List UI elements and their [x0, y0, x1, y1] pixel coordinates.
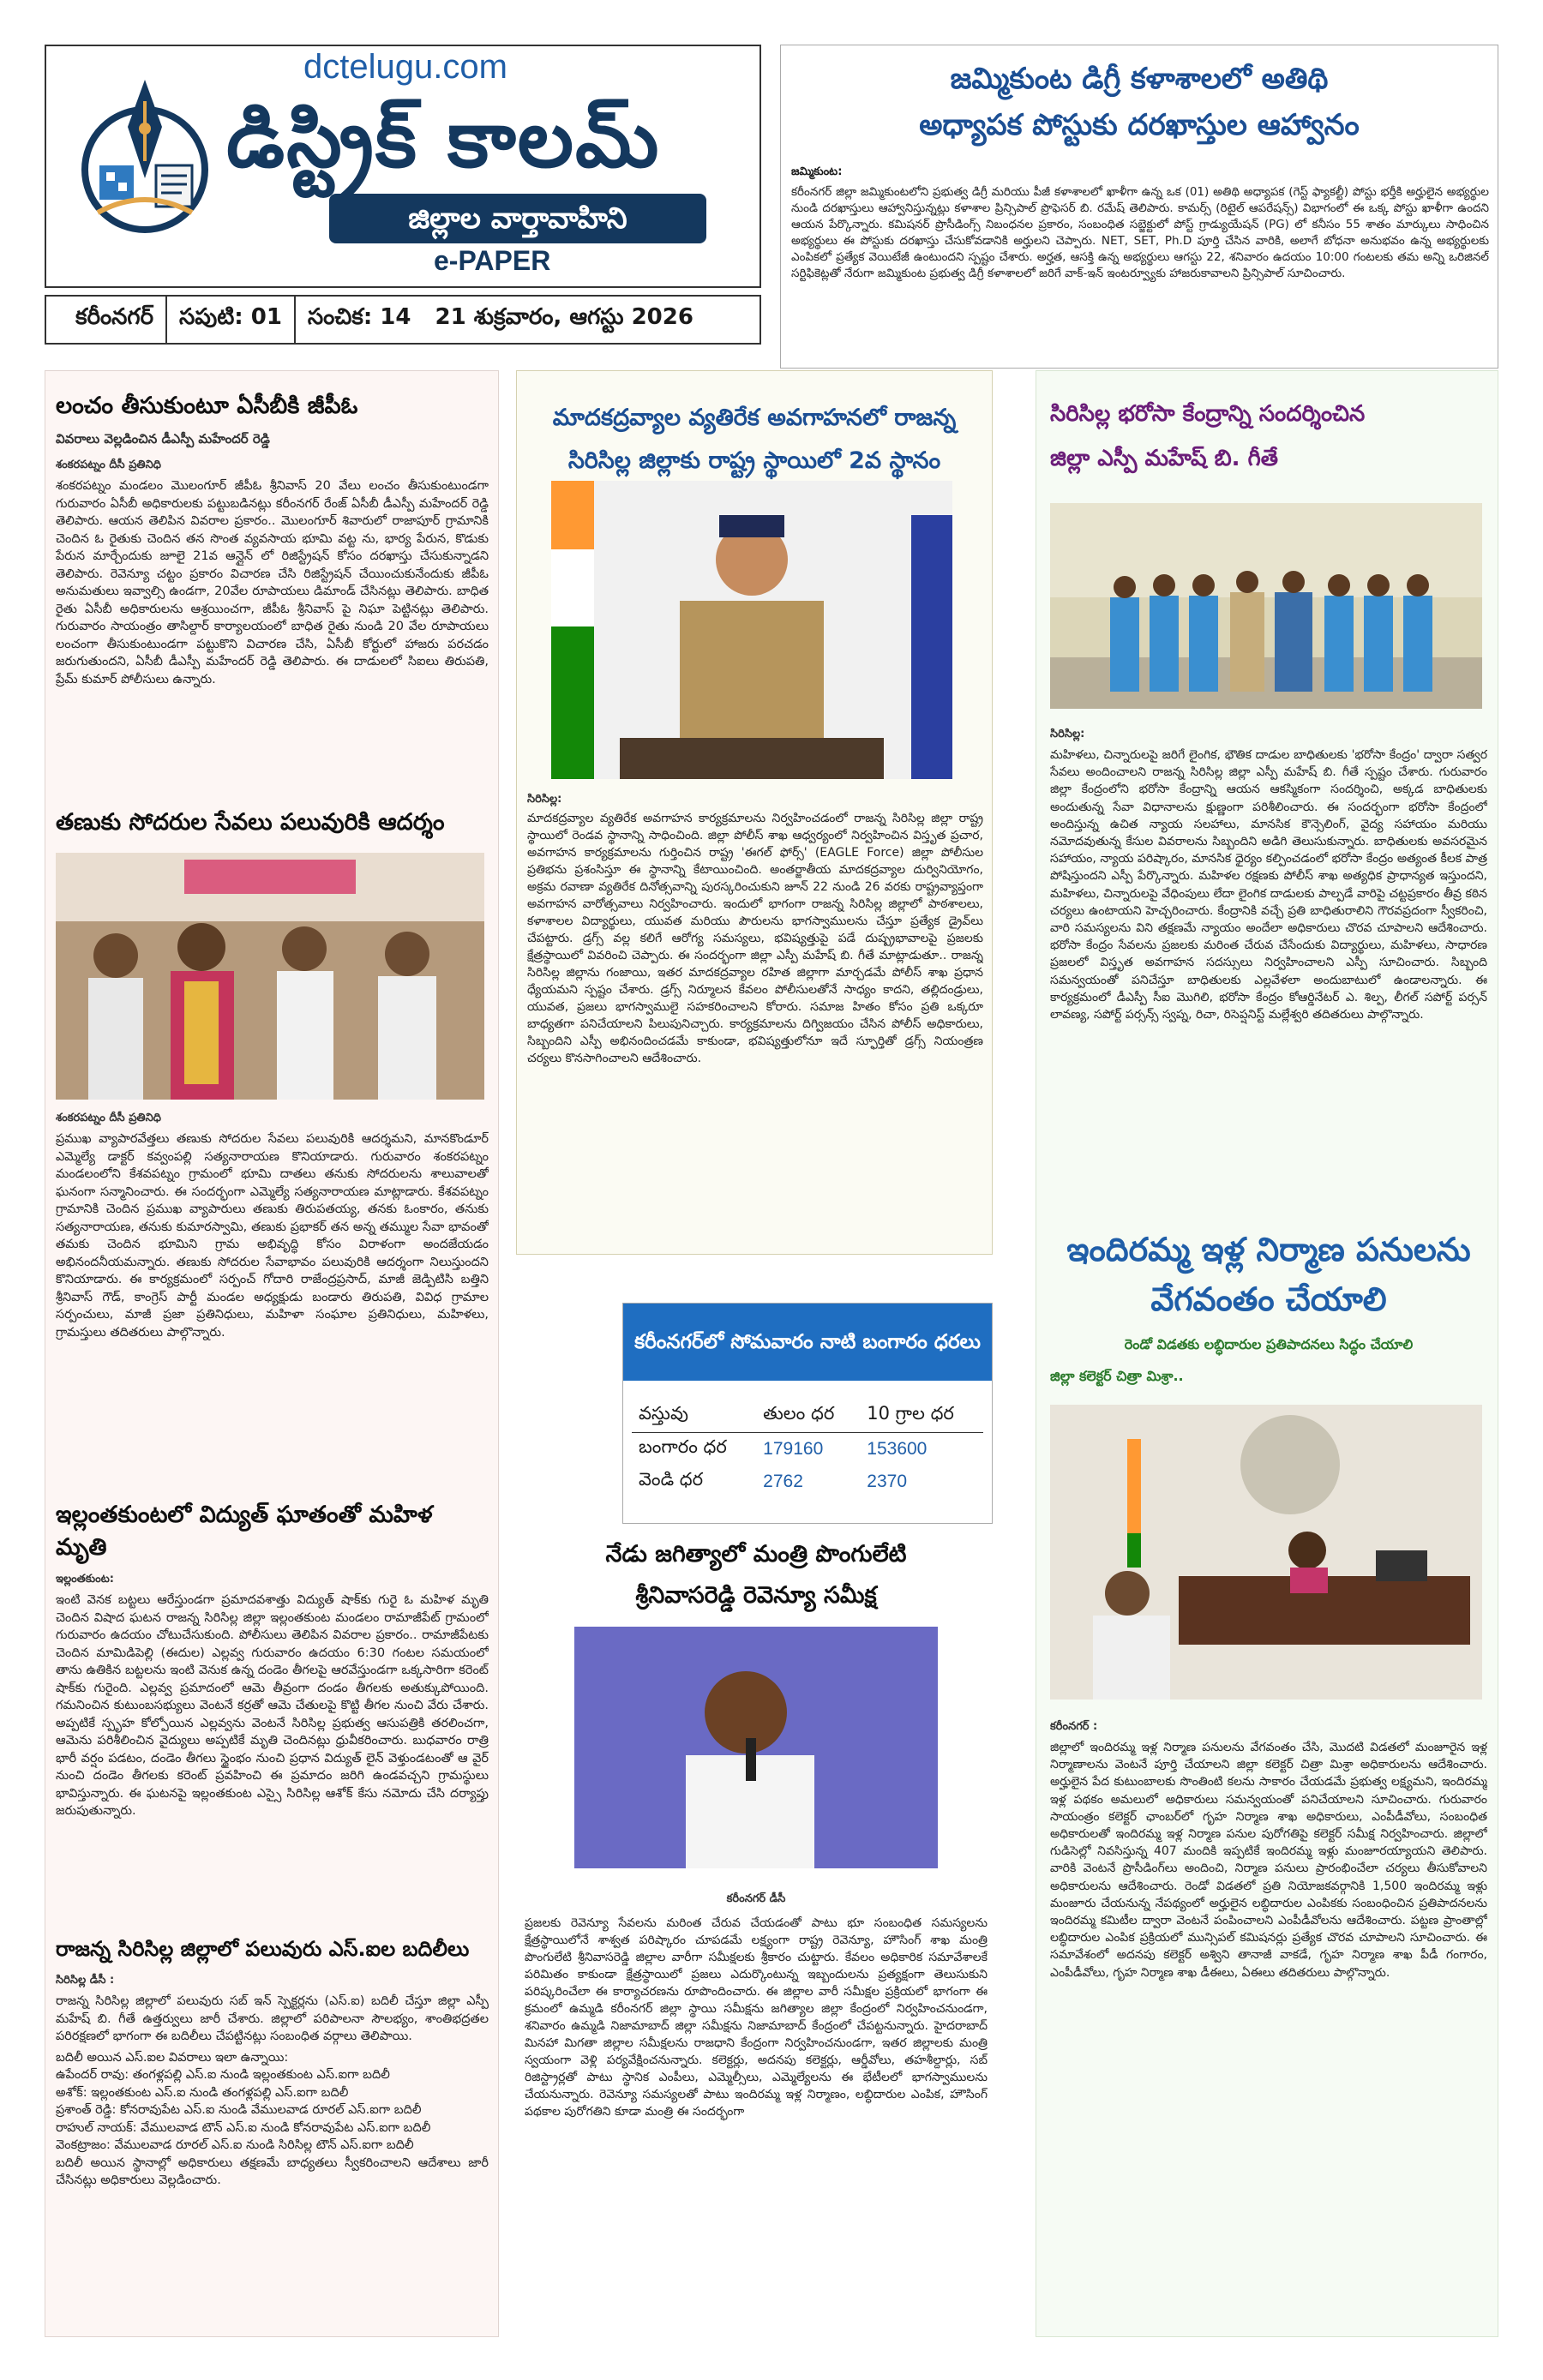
- minister-review-headline[interactable]: [525, 1534, 988, 1616]
- bharosa-dateline: సిరిసిల్ల:: [1050, 728, 1085, 740]
- right-column: [1036, 370, 1498, 2337]
- si-transfer-item: ఉపేందర్ రావు: తంగళ్లపల్లి ఎస్.ఐ నుండి ఇల్లంతకుంట ఎస్.ఐగా బదిలీ: [56, 2068, 390, 2082]
- minister-headline-line-2: శ్రీనివాసరెడ్డి రెవెన్యూ సమీక్ష: [635, 1582, 877, 1609]
- si-transfers-article: [56, 1933, 489, 2190]
- collector-review-photo: [1050, 1405, 1482, 1700]
- bharosa-headline-line-2: జిల్లా ఎస్పీ మహేష్ బి. గీతే: [1050, 446, 1278, 471]
- row-value: 179160: [763, 1439, 824, 1459]
- header-tola: తులం ధర: [756, 1400, 860, 1433]
- notice-dateline: జమ్మికుంట:: [791, 165, 843, 178]
- minister-body: ప్రజలకు రెవెన్యూ సేవలను మరింత చేరువ చేయడంతో పాటు భూ సంబంధిత సమస్యలను క్షేత్రస్థాయిలోనే శాశ్వత పరిష్కారం చూపడమే లక్ష్యంగా రాష్ట్ర రెవెన్యూ, హౌసింగ్ శాఖ మంత్రి పొంగులేటి శ్రీనివాసరెడ్డి జిల్లాల వారీగా సమీక్షలకు శ్రీకారం చుట్టారు. కేవలం అధికారిక సమావేశాలకే పరిమితం కాకుండా క్షేత్రస్థాయిలో ప్రజలు ఎదుర్కొంటున్న ఇబ్బందులను ప్రత్యక్షంగా తెలుసుకుని పరిష్కరించేలా ఈ కార్యాచరణను రూపొందించారు. ఈ జిల్లాల వారీ సమీక్షల ప్రక్రియలో భాగంగా ఈ క్రమంలో ఉమ్మడి కరీంనగర్ జిల్లా స్థాయి సమీక్షను జగిత్యాల జిల్లా కేంద్రంలో నిర్వహించనుండగా, శనివారం ఉమ్మడి నిజామాబాద్ జిల్లా సమీక్షను నిజామాబాద్ కేంద్రంలో చేపట్టనున్నారు. హైదరాబాద్ మినహా మిగతా జిల్లాల సమీక్షలను రాజధాని కేంద్రంగా నిర్వహించనుండగా, ఇతర జిల్లాలకు మంత్రి స్వయంగా వెళ్లి పర్యవేక్షించనున్నారు. కలెక్టర్లు, అదనపు కలెక్టర్లు, ఆర్డీవోలు, తహశీల్దార్లు, సబ్ రిజిస్ట్రార్లతో పాటు స్థానిక ఎంపీలు, ఎమ్మెల్సీలు, ఎమ్మెల్యేలను ఈ భేటీలలో భాగస్వాములను చేయనున్నారు. రెవెన్యూ సమస్యలతో పాటు ఇందిరమ్మ ఇళ్ల నిర్మాణం, లబ్ధిదారుల ఎంపిక, హౌసింగ్ పథకాల పురోగతిని కూడా మంత్రి ఈ సందర్భంగా: [525, 1916, 988, 2119]
- drug-awareness-body: మాదకద్రవ్యాల వ్యతిరేక అవగాహన కార్యక్రమాలను నిర్వహించడంలో రాజన్న సిరిసిల్ల జిల్లా రాష్ట్ర స్థాయిలో రెండవ స్థానాన్ని సాధించింది. జిల్లా పోలీస్ శాఖ ఆధ్వర్యంలో నిర్వహించిన విస్తృత ప్రచార, అవగాహన కార్యక్రమాలను గుర్తించిన రాష్ట్ర 'ఈగల్ ఫోర్స్' (EAGLE Force) జిల్లా పోలీసుల ప్రతిభను ప్రశంసిస్తూ ఈ స్థానాన్ని కేటాయించింది. అంతర్జాతీయ మాదకద్రవ్యాల దుర్వినియోగం, అక్రమ రవాణా వ్యతిరేక దినోత్సవాన్ని పురస్కరించుకుని జూన్ 22 నుండి 26 వరకు రాష్ట్రవ్యాప్తంగా అవగాహన వారోత్సవాలు నిర్వహించారు. ఇందులో భాగంగా రాజన్న సిరిసిల్ల జిల్లాలో పాఠశాలలు, కళాశాలల విద్యార్థులు, యువత మరియు పౌరులను భాగస్వాములను చేస్తూ ప్రత్యేక డ్రైవ్‌లు చేపట్టారు. డ్రగ్స్ వల్ల కలిగే ఆరోగ్య సమస్యలు, భవిష్యత్తుపై పడే దుష్ప్రభావాలపై ప్రజలకు క్షేత్రస్థాయిలో వివరించి చెప్పారు. ఈ సందర్భంగా జిల్లా ఎస్పీ మహేష్ బి. గీతే మాట్లాడుతూ.. రాజన్న సిరిసిల్ల జిల్లాను గంజాయి, ఇతర మాదకద్రవ్యాల రహిత జిల్లాగా మార్చడమే పోలీస్ శాఖ ప్రధాన ధ్యేయమని స్పష్టం చేశారు. డ్రగ్స్ నిర్మూలన కేవలం పోలీసులతోనే సాధ్యం కాదని, తల్లిదండ్రులు, యువత, ప్రజలు భాగస్వాములై సహకరించాలని కోరారు. సమాజ హితం కోసం ప్రతి ఒక్కరూ బాధ్యతగా పనిచేయాలని పిలుపునిచ్చారు. కార్యక్రమాలను దిగ్విజయం చేసిన పోలీస్ అధికారులు, సిబ్బందిని ఎస్పీ అభినందించడమే కాకుండా, భవిష్యత్తులోనూ ఇదే స్ఫూర్తితో డ్రగ్స్ నియంత్రణ చర్యలు కొనసాగించాలని ఆదేశించారు.: [527, 812, 983, 1065]
- volume-number: సపుటి: 01: [179, 304, 282, 330]
- issue-date: 21 శుక్రవారం, ఆగస్టు 2026: [435, 304, 693, 330]
- issue-info-bar: [45, 295, 761, 345]
- guest-faculty-notice: [780, 45, 1498, 369]
- left-column: [45, 370, 499, 2337]
- indiramma-article: [1050, 1225, 1487, 2142]
- bharosa-headline[interactable]: [1050, 392, 1487, 481]
- electrocution-body: ఇంటి వెనక బట్టలు ఆరేస్తుండగా ప్రమాదవశాత్తు విద్యుత్ షాక్‌కు గురై ఓ మహిళ మృతి చెందిన విషాద ఘటన రాజన్న సిరిసిల్ల జిల్లా ఇల్లంతకుంట మండలం రామాజీపేట్ గ్రామంలో గురువారం ఉదయం చోటుచేసుకుంది. పోలీసులు తెలిపిన వివరాల ప్రకారం.. రామాజీపేటకు చెందిన మామిడిపెల్లి (ఈదుల) ఎల్లవ్వ గురువారం ఉదయం 6:30 గంటల సమయంలో తాను ఉతికిన బట్టలను ఇంటి వెనుక ఉన్న దండెం తీగలపై ఆరవేస్తుండగా ఒక్కసారిగా కరెంట్ షాక్‌కు గురైంది. ఎల్లవ్వ ప్రమాదంలో ఆమె తీవ్రంగా దండం తీగలకు అతుక్కుపోయింది. గమనించిన కుటుంబసభ్యులు వెంటనే కర్రతో ఆమె చేతులపై కొట్టి తీగల నుంచి వేరు చేశారు. అప్పటికే స్పృహ కోల్పోయిన ఎల్లవ్వను వెంటనే సిరిసిల్ల ప్రభుత్వ ఆసుపత్రికి తరలించగా, ఆమెను పరిశీలించిన వైద్యులు అప్పటికే మృతి చెందినట్లు ధ్రువీకరించారు. బుధవారం రాత్రి భారీ వర్షం పడటం, దండెం తీగలు స్థైంభం నుంచి ప్రధాన విద్యుత్ లైన్ వెళ్తుండటంతో ఆ వైర్ నుంచి దండెం తీగలకు కరెంట్ ప్రవహించి ఈ ప్రమాదం జరిగి ఉండవచ్చని గ్రామస్థులు భావిస్తున్నారు. ఈ ఘటనపై ఇల్లంతకుంట ఎస్సై సిరిసిల్ల ఆశోక్ కేసు నమోదు చేసి దర్యాప్తు జరుపుతున్నారు.: [56, 1593, 489, 1818]
- drug-awareness-article: [516, 370, 993, 1255]
- si-transfer-item: అశోక్: ఇల్లంతకుంట ఎస్.ఐ నుండి తంగళ్లపల్లి ఎస్.ఐగా బదిలీ: [56, 2085, 349, 2100]
- bharosa-headline-line-1: సిరిసిల్ల భరోసా కేంద్రాన్ని సందర్శించిన: [1050, 401, 1366, 427]
- site-url[interactable]: dctelugu.com: [303, 48, 507, 86]
- epaper-label: e-PAPER: [434, 245, 551, 276]
- notice-body: కరీంనగర్ జిల్లా జమ్మికుంటలోని ప్రభుత్వ డిగ్రీ మరియు పీజీ కళాశాలలో ఖాళీగా ఉన్న ఒక (01) అతిథి అధ్యాపక (గెస్ట్ ఫ్యాకల్టీ) పోస్టు భర్తీకి అర్హులైన అభ్యర్థుల నుండి దరఖాస్తులు ఆహ్వానిస్తున్నట్లు కళాశాల ప్రిన్సిపాల్ ప్రొఫెసర్ బి. రమేష్ తెలిపారు. కామర్స్ (రిటైల్ ఆపరేషన్స్) విభాగంలో ఈ ఒక్క పోస్టు ఖాళీగా ఉందని ఆయన పేర్కొన్నారు. కమిషనర్ ప్రొసీడింగ్స్ నిబంధనల ప్రకారం, సంబంధిత సబ్జెక్టులో పోస్ట్ గ్రాడ్యుయేషన్ (PG) లో కనీసం 55 శాతం మార్కులు సాధించిన అభ్యర్థులు ఈ పోస్టుకు దరఖాస్తు చేసుకోవడానికి అర్హులని చెప్పారు. NET, SET, Ph.D పూర్తి చేసిన వారికి, అలాగే బోధనా అనుభవం ఉన్న అభ్యర్థులకు ఎంపికలో ప్రత్యేక వెయిటేజీ ఉంటుందని స్పష్టం చేశారు. అర్హత, ఆసక్తి ఉన్న అభ్యర్థులు ఆగస్టు 22, శనివారం ఉదయం 10:00 గంటలకు తమ అన్ని ఒరిజినల్ సర్టిఫికెట్లతో నేరుగా జమ్మికుంట ప్రభుత్వ డిగ్రీ కళాశాలలో జరిగే వాక్-ఇన్ ఇంటర్వ్యూకు హాజరుకావాలని ప్రిన్సిపాల్ సూచించారు.: [791, 185, 1489, 280]
- acb-headline[interactable]: లంచం తీసుకుంటూ ఏసీబీకి జీపీఓ: [56, 393, 358, 419]
- indiramma-dateline: కరీంనగర్ :: [1050, 1720, 1098, 1733]
- header-item: వస్తువు: [632, 1400, 756, 1433]
- masthead: [45, 45, 761, 288]
- tanuku-body: ప్రముఖ వ్యాపారవేత్తలు తణుకు సోదరుల సేవలు పలువురికి ఆదర్శమని, మానకొండూర్ ఎమ్మెల్యే డాక్టర్ కవ్వంపల్లి సత్యనారాయణ కొనియాడారు. గురువారం శంకరపట్నం మండలంలోని కేశవపట్నం గ్రామంలో భూమి దాతలు తనుకు సోదరులను శాలువాలతో ఘనంగా సన్మానించారు. ఈ సందర్భంగా ఎమ్మెల్యే సత్యనారాయణ మాట్లాడారు. కేశవపట్నం గ్రామానికి చెందిన ప్రముఖ వ్యాపారులు తణుకు తిరుపతయ్య, తనకు ఓంకారం, తనుకు సత్యనారాయణ, తనుకు కుమారస్వామి, తణుకు ప్రభాకర్ తన అన్న తమ్ముల సేవా భావంతో తమకు చెందిన భూమిని గ్రామ అభివృద్ధి కోసం విరాళంగా అందజేయడం అభినందనీయమన్నారు. తణుకు సోదరుల సేవాభావం పలువురికి ఆదర్శంగా నిలుస్తుందని కొనియాడారు. ఈ కార్యక్రమంలో సర్పంచ్ గోదారి రాజేంద్రప్రసాద్, మాజీ జెడ్పిటిసి బత్తిని శ్రీనివాస్ గౌడ్, కాంగ్రెస్ పార్టీ మండల అధ్యక్షుడు బండారు తిరుపతి, వివిధ గ్రామాల సర్పంచులు, మాజీ ప్రజా ప్రతినిధులు, మహిళా సంఘాల ప్రతినిధులు, మహిళలు, గ్రామస్తులు తదితరులు పాల్గొన్నారు.: [56, 1132, 489, 1340]
- gold-price-box: [622, 1303, 993, 1524]
- electrocution-article: [56, 1499, 489, 1963]
- bharosa-article: [1050, 392, 1487, 1163]
- notice-title-line-2: అధ్యాపక పోస్టుకు దరఖాస్తుల ఆహ్వానం: [919, 108, 1360, 142]
- pen-nib-logo-icon: [81, 75, 209, 238]
- bharosa-body: మహిళలు, చిన్నారులపై జరిగే లైంగిక, భౌతిక దాడుల బాధితులకు 'భరోసా కేంద్రం' ద్వారా సత్వర సేవలు అందించాలని రాజన్న సిరిసిల్ల జిల్లా ఎస్పీ మహేష్ బి. గీతే స్పష్టం చేశారు. గురువారం జిల్లా కేంద్రంలోని భరోసా కేంద్రాన్ని ఆయన ఆకస్మికంగా సందర్శించి, అక్కడ బాధితులకు అందుతున్న సేవా విధానాలను క్షుణ్ణంగా పరిశీలించారు. ఈ సందర్భంగా భరోసా కేంద్రంలో అందిస్తున్న ఉచిత న్యాయ సలహాలు, మానసిక కౌన్సెలింగ్, వైద్య సహాయం మరియు నమోదవుతున్న కేసుల వివరాలను సిబ్బందిని అడిగి తెలుసుకున్నారు. బాధితులకు అవసరమైన సహాయం, న్యాయ పరిష్కారం, మానసిక ధైర్యం కల్పించడంలో భరోసా కేంద్రం అత్యంత కీలక పాత్ర పోషిస్తుందని ఎస్పీ పేర్కొన్నారు. మహిళల రక్షణకు పోలీస్ శాఖ అత్యధిక ప్రాధాన్యత ఇస్తుందని, మహిళలు, చిన్నారులపై వేధింపులు లేదా లైంగిక దాడులకు పాల్పడే వారిపై చట్టప్రకారం తీవ్ర కఠిన చర్యలు ఉంటాయని హెచ్చరించారు. కేంద్రానికి వచ్చే ప్రతి బాధితురాలిని గౌరవప్రదంగా స్వీకరించి, వారి సమస్యలను విని తక్షణమే న్యాయం అందేలా అధికారులు చొరవ చూపాలని ఆదేశించారు. భరోసా కేంద్రం సేవలను ప్రజలకు మరింత చేరువ చేసేందుకు విద్యార్థులు, మహిళలు, సాధారణ ప్రజలలో విస్తృత అవగాహన సదస్సులు నిర్వహించాలని ఎస్పీ సూచించారు. సిబ్బంది సమన్వయంతో పనిచేస్తూ బాధితులకు ఎల్లవేళలా అందుబాటులో ఉండాలన్నారు. ఈ కార్యక్రమంలో డీఎస్పీ సీఐ మొగిలి, భరోసా కేంద్రం కోఆర్డినేటర్ ఎ. శిల్ప, లీగల్ సపోర్ట్ పర్సన్ లావణ్య, సపోర్ట్ పర్సన్స్ స్వప్న, రిచా, రిసెప్షనిస్ట్ మల్లేశ్వరి తదితరులు పాల్గొన్నారు.: [1050, 748, 1487, 1022]
- indiramma-headline-line-1: ఇందిరమ్మ ఇళ్ల నిర్మాణ పనులను: [1066, 1231, 1471, 1268]
- district-name: కరీంనగర్: [75, 304, 154, 330]
- header-10g: 10 గ్రాల ధర: [860, 1400, 983, 1433]
- sp-portrait-photo: [551, 481, 952, 779]
- gold-price-table: [632, 1400, 983, 1498]
- drug-awareness-headline-line-1: మాదకద్రవ్యాల వ్యతిరేక అవగాహనలో రాజన్న: [552, 405, 957, 431]
- si-transfer-item: ప్రశాంత్ రెడ్డి: కోనరావుపేట ఎస్.ఐ నుండి వేములవాడ రూరల్ ఎస్.ఐగా బదిలీ: [56, 2103, 422, 2117]
- tanuku-headline[interactable]: తణుకు సోదరుల సేవలు పలువురికి ఆదర్శం: [56, 809, 445, 836]
- minister-review-article: [525, 1534, 988, 2266]
- table-row: [632, 1466, 983, 1498]
- row-value: 2370: [867, 1472, 907, 1491]
- indiramma-collector-name: జిల్లా కలెక్టర్ చిత్రా మిశ్రా..: [1050, 1368, 1184, 1384]
- row-value: 153600: [867, 1439, 928, 1459]
- si-transfers-body: రాజన్న సిరిసిల్ల జిల్లాలో పలువురు సబ్ ఇన్ స్పెక్టర్లను (ఎస్.ఐ) బదిలీ చేస్తూ జిల్లా ఎస్పీ మహేష్ బి. గీతే ఉత్తర్వులు జారీ చేశారు. జిల్లాలో పరిపాలనా సౌలభ్యం, శాంతిభద్రతల పరిరక్షణలో భాగంగా ఈ బదిలీలు చేపట్టినట్లు సంబంధిత వర్గాలు తెలిపాయి.: [56, 1994, 489, 2043]
- acb-body: శంకరపట్నం మండలం మొలంగూర్ జీపీఓ శ్రీనివాస్ 20 వేలు లంచం తీసుకుంటుండగా గురువారం ఏసీబీ అధికారులకు పట్టుబడినట్లు కరీంనగర్ రేంజ్ ఏసీబీ డీఎస్పీ మహేందర్ రెడ్డి తెలిపారు. ఆయన తెలిపిన వివరాల ప్రకారం.. మొలంగూర్ శివారులో రాజాపూర్ గ్రామానికి చెందిన ఓ రైతుకు చెందిన తన సొంత వ్యవసాయ భూమి వట్ట ను, భార్య పేరున, కొడుకు పేరున మార్చేందుకు జూలై 21వ ఆన్లైన్ లో రిజిస్ట్రేషన్ కోసం దరఖాస్తు చేసుకున్నాడని తెలిపారు. రెవెన్యూ చట్టం ప్రకారం విచారణ చేసి రిజిస్ట్రేషన్ చేయించుకునేందుకు జీపీఓ అనుమతులు ఇవ్వాల్సి ఉండగా, 20వేల రూపాయలు డిమాండ్ చేసినట్లు తెలిపారు. బాధిత రైతు ఏసీబీ అధికారులను ఆశ్రయించగా, జీపీఓ శ్రీనివాస్ పై నిఘా పెట్టినట్లు తెలిపారు. గురువారం సాయంత్రం తాసిల్దార్ కార్యాలయంలో బాధిత రైతు నుండి 20 వేల రూపాయలు లంచంగా తీసుకుంటుండగా పట్టుకొని విచారణ చేసి, ఏసీబీ కోర్టులో హాజరు పరచడం జరుగుతుందని, ఏసీబీ డీఎస్పీ మహేందర్ రెడ్డి తెలిపారు. ఈ దాడులలో సిఐలు తిరుపతి, ప్రేమ్ కుమార్ పోలీసులు ఉన్నారు.: [56, 479, 489, 686]
- drug-awareness-headline[interactable]: [517, 397, 992, 483]
- gold-table-header: [632, 1400, 983, 1433]
- drug-awareness-headline-line-2: సిరిసిల్ల జిల్లాకు రాష్ట్ర స్థాయిలో 2వ స్థానం: [567, 447, 941, 474]
- si-transfers-dateline: సిరిసిల్ల డీసీ :: [56, 1974, 115, 1987]
- issue-number: సంచిక: 14: [307, 304, 411, 330]
- drug-awareness-dateline: సిరిసిల్ల:: [527, 793, 562, 806]
- minister-dateline: కరీంనగర్ డీసీ: [726, 1892, 786, 1905]
- si-transfer-item: రాహుల్ నాయక్: వేములవాడ టౌన్ ఎస్.ఐ నుండి కోనరావుపేట ఎస్.ఐగా బదిలీ: [56, 2120, 431, 2135]
- notice-title: [781, 56, 1498, 148]
- row-label: వెండి ధర: [639, 1469, 704, 1490]
- si-transfers-list-title: బదిలీ అయిన ఎస్.ఐల వివరాలు ఇలా ఉన్నాయి:: [56, 2050, 289, 2065]
- tanuku-dateline: శంకరపట్నం దీసీ ప్రతినిధి: [56, 1112, 161, 1124]
- electrocution-headline[interactable]: ఇల్లంతకుంటలో విద్యుత్ ఘాతంతో మహిళ మృతి: [56, 1502, 433, 1561]
- indiramma-subhead: రెండో విడతకు లబ్ధిదారుల ప్రతిపాదనలు సిద్ధం చేయాలి: [1124, 1336, 1414, 1352]
- tagline-banner: జిల్లాల వార్తావాహిని: [329, 194, 706, 243]
- indiramma-headline[interactable]: [1050, 1225, 1487, 1324]
- notice-title-line-1: జమ్మికుంట డిగ్రీ కళాశాలలో అతిథి: [950, 62, 1329, 96]
- acb-article: [56, 390, 489, 777]
- si-transfers-headline[interactable]: రాజన్న సిరిసిల్ల జిల్లాలో పలువురు ఎస్.ఐల బదిలీలు: [56, 1937, 470, 1961]
- row-value: 2762: [763, 1472, 803, 1491]
- minister-headline-line-1: నేడు జగిత్యాలో మంత్రి పొంగులేటి: [605, 1541, 907, 1568]
- table-row: [632, 1433, 983, 1466]
- si-transfer-item: వెంకట్రాజం: వేములవాడ రూరల్ ఎస్.ఐ నుండి సిరిసిల్ల టౌన్ ఎస్.ఐగా బదిలీ: [56, 2138, 414, 2152]
- minister-speaking-photo: [574, 1627, 938, 1868]
- acb-subhead: వివరాలు వెల్లడించిన డీఎస్పీ మహేందర్ రెడ్డి: [56, 431, 270, 447]
- tanuku-article: [56, 806, 489, 1485]
- brand-name: డిస్ట్రిక్ కాలమ్: [226, 93, 661, 185]
- indiramma-headline-line-2: వేగవంతం చేయాలి: [1150, 1280, 1387, 1318]
- acb-dateline: శంకరపట్నం దీసీ ప్రతినిధి: [56, 459, 161, 471]
- gold-price-title: కరీంనగర్‌లో సోమవారం నాటి బంగారం ధరలు: [623, 1304, 992, 1381]
- row-label: బంగారం ధర: [639, 1436, 727, 1457]
- electrocution-dateline: ఇల్లంతకుంట:: [56, 1573, 114, 1586]
- tanuku-felicitation-photo: [56, 853, 484, 1100]
- indiramma-body: జిల్లాలో ఇందిరమ్మ ఇళ్ల నిర్మాణ పనులను వేగవంతం చేసి, మొదటి విడతలో మంజూరైన ఇళ్ల నిర్మాణాలను వెంటనే పూర్తి చేయాలని జిల్లా కలెక్టర్ చిత్రా మిశ్రా అధికారులను ఆదేశించారు. అర్హులైన పేద కుటుంబాలకు సొంతింటి కలను సాకారం చేయడమే ప్రభుత్వ లక్ష్యమని, ఇందిరమ్మ ఇళ్ల పథకం అమలులో అధికారులు సమన్వయంతో పనిచేయాలని సూచించారు. గురువారం సాయంత్రం కలెక్టర్ ఛాంబర్‌లో గృహ నిర్మాణ శాఖ అధికారులు, ఎంపీడీవోలు, సంబంధిత అధికారులతో ఇందిరమ్మ ఇళ్ల నిర్మాణ పనుల పురోగతిపై కలెక్టర్ సమీక్ష నిర్వహించారు. జిల్లాలో గుడిసెల్లో నివసిస్తున్న 407 మందికి ఇప్పటికే ఇందిరమ్మ ఇళ్లు మంజూరయ్యాయని తెలిపారు. వారికి వెంటనే ప్రొసీడింగ్‌లు అందించి, నిర్మాణ పనులు ప్రారంభించేలా చర్యలు తీసుకోవాలని అధికారులను ఆదేశించారు. రెండో విడతలో ప్రతి నియోజకవర్గానికి 1,500 ఇందిరమ్మ ఇళ్లు మంజూరు చేయనున్న నేపథ్యంలో అర్హులైన లబ్ధిదారుల ఎంపికకు సంబంధించిన ప్రతిపాదనలను ఇందిరమ్మ కమిటీల ద్వారా వెంటనే పంపించాలని ఎంపీడీవోలను ఆదేశించారు. పట్టణ ప్రాంతాల్లో లబ్ధిదారుల ఎంపిక ప్రక్రియలో మున్సిపల్ కమిషనర్లు ప్రత్యేక చొరవ చూపాలని సూచించారు. ఈ సమావేశంలో అదనపు కలెక్టర్ అశ్విని తానాజీ వాకడే, గృహ నిర్మాణ శాఖ పీడీ గంగారం, ఎంపీడీవోలు, గృహ నిర్మాణ శాఖ డీఈలు, ఏఈలు తదితరులు పాల్గొన్నారు.: [1050, 1741, 1487, 1980]
- bharosa-visit-photo: [1050, 503, 1482, 709]
- si-transfers-closing: బదిలీ అయిన స్థానాల్లో అధికారులు తక్షణమే బాధ్యతలు స్వీకరించాలని ఆదేశాలు జారీ చేసినట్లు అధికారులు వెల్లడించారు.: [56, 2155, 489, 2187]
